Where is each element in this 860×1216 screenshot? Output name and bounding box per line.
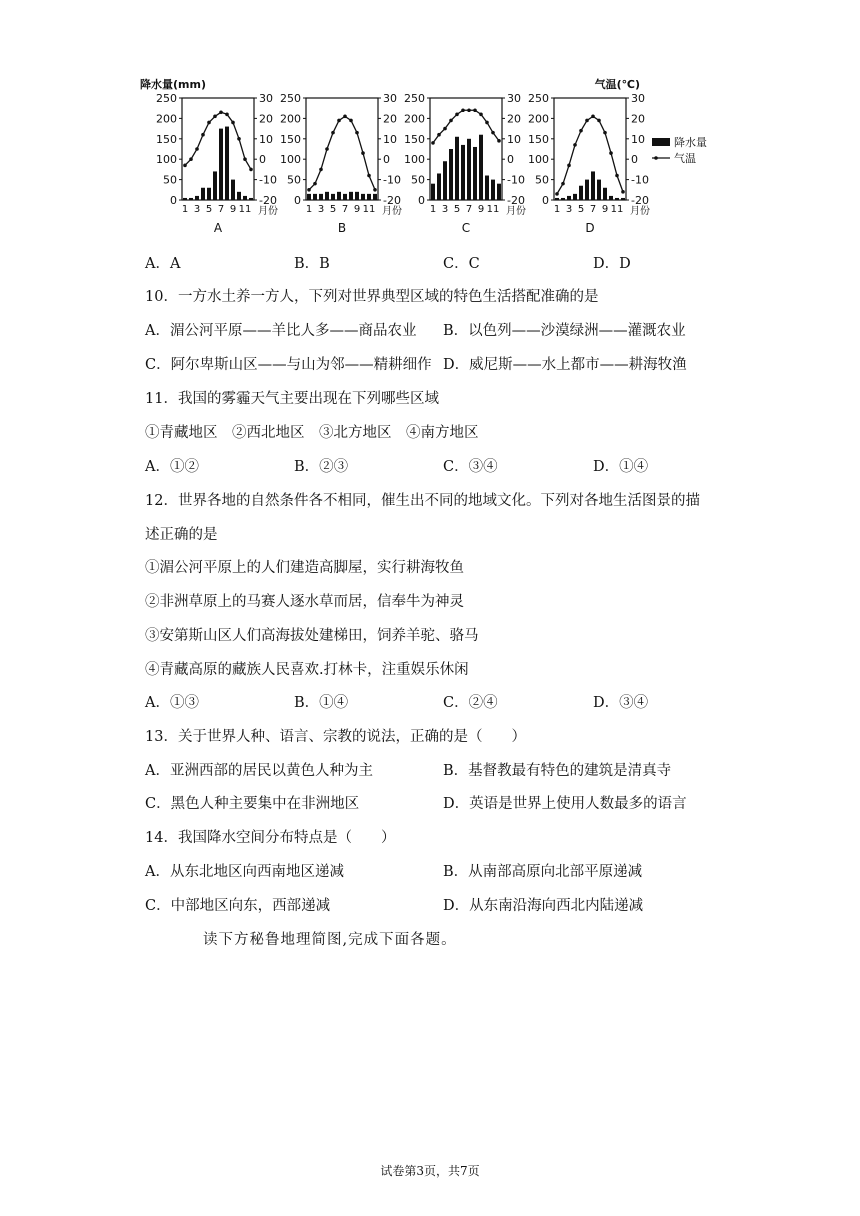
chart-c-month-tick: 5	[453, 204, 461, 215]
chart-c-month-tick: 7	[465, 204, 473, 215]
chart-d-temp-point	[561, 182, 565, 186]
q11-option-c[interactable]: C．③④	[443, 459, 498, 475]
chart-a-temp-point	[243, 157, 247, 161]
chart-a-precip-bar	[243, 196, 247, 200]
chart-a-precip-tick-label: 50	[163, 173, 177, 187]
chart-b-temp-tick-label: 0	[383, 153, 390, 167]
chart-b-temp-tick-label: 30	[383, 92, 397, 105]
chart-a-precip-bar	[219, 129, 223, 200]
chart-c-precip-bar	[431, 184, 435, 200]
chart-c-precip-bar	[449, 149, 453, 200]
chart-c-panel-label: C	[461, 221, 471, 235]
chart-b-precip-bar	[325, 192, 329, 200]
chart-d-precip-tick-label: 250	[528, 92, 549, 105]
chart-c-precip-tick-label: 100	[404, 153, 425, 167]
chart-b-temp-point	[373, 188, 377, 192]
chart-b-precip-tick-label: 250	[280, 92, 301, 105]
chart-d-temp-point	[579, 129, 583, 133]
chart-b-precip-bar	[373, 194, 377, 200]
q9-option-a[interactable]: A．A	[145, 256, 181, 272]
chart-c-temp-tick-label: -20	[507, 194, 525, 207]
q12-option-b[interactable]: B．①④	[294, 695, 349, 711]
chart-a-month-unit: 月份	[258, 206, 278, 217]
chart-c-precip-bar	[491, 180, 495, 200]
chart-a-precip-tick-label: 150	[156, 132, 177, 146]
chart-a-temp-point	[219, 110, 223, 114]
reading-note: 读下方秘鲁地理简图,完成下面各题。	[203, 932, 457, 948]
chart-b-month-tick: 3	[317, 204, 325, 215]
chart-c-temp-tick-label: 0	[507, 153, 514, 167]
chart-d-frame	[554, 98, 626, 200]
chart-a-panel-label: A	[213, 221, 223, 235]
chart-c-month-unit: 月份	[506, 206, 526, 217]
chart-d-precip-bar	[561, 198, 565, 200]
chart-b-panel-label: B	[337, 221, 347, 235]
q12-stem-line1: 12．世界各地的自然条件各不相同，催生出不同的地域文化。下列对各地生活图景的描	[145, 493, 700, 509]
chart-a-precip-bar	[213, 171, 217, 200]
chart-d-temp-point	[615, 174, 619, 178]
chart-c-temp-point	[455, 113, 459, 117]
chart-b-precip-tick-label: 50	[287, 173, 301, 187]
q13-option-c[interactable]: C．黑色人种主要集中在非洲地区	[145, 796, 360, 812]
chart-d-temp-point	[621, 190, 625, 194]
chart-d-temp-line	[557, 116, 623, 194]
q14-option-d[interactable]: D．从东南沿海向西北内陆递减	[443, 898, 644, 914]
chart-a-precip-bar	[207, 188, 211, 200]
q14-option-a[interactable]: A．从东北地区向西南地区递减	[145, 864, 344, 880]
q12-item-3: ③安第斯山区人们高海拔处建梯田，饲养羊驼、骆马	[145, 628, 479, 644]
chart-b-temp-point	[325, 147, 329, 151]
chart-c-precip-bar	[443, 161, 447, 200]
chart-d-precip-bar	[597, 180, 601, 200]
q13-stem: 13．关于世界人种、语言、宗教的说法，正确的是（ ）	[145, 729, 526, 745]
chart-c-temp-point	[431, 141, 435, 145]
chart-c-precip-bar	[497, 184, 501, 200]
chart-d-temp-point	[555, 192, 559, 196]
chart-c-precip-bar	[455, 137, 459, 200]
chart-c-temp-tick-label: 30	[507, 92, 521, 105]
chart-d-precip-tick-label: 0	[542, 194, 549, 207]
q10-option-a[interactable]: A．湄公河平原——羊比人多——商品农业	[145, 323, 417, 339]
chart-c-precip-bar	[485, 176, 489, 200]
legend-precip-label: 降水量	[674, 136, 707, 149]
chart-b-month-tick: 11	[362, 204, 376, 215]
q11-stem: 11．我国的雾霾天气主要出现在下列哪些区域	[145, 391, 439, 407]
chart-d-temp-point	[585, 119, 589, 123]
chart-d-month-tick: 9	[601, 204, 609, 215]
chart-a-precip-bar	[231, 180, 235, 200]
climate-charts	[140, 74, 740, 242]
chart-b-precip-tick-label: 0	[294, 194, 301, 207]
chart-a-month-tick: 9	[229, 204, 237, 215]
chart-b-temp-point	[337, 119, 341, 123]
chart-a-precip-bar	[195, 196, 199, 200]
chart-a-precip-bar	[237, 192, 241, 200]
chart-a-precip-tick-label: 250	[156, 92, 177, 105]
chart-d-temp-point	[573, 143, 577, 147]
chart-b-temp-point	[355, 131, 359, 135]
chart-d-precip-tick-label: 100	[528, 153, 549, 167]
chart-c-temp-tick-label: 20	[507, 112, 521, 126]
chart-c-precip-tick-label: 150	[404, 132, 425, 146]
chart-b-temp-point	[367, 174, 371, 178]
chart-c-precip-tick-label: 250	[404, 92, 425, 105]
chart-d-month-tick: 7	[589, 204, 597, 215]
chart-d-precip-bar	[591, 171, 595, 200]
chart-c-temp-point	[449, 119, 453, 123]
chart-b-temp-point	[331, 131, 335, 135]
chart-d-precip-bar	[573, 194, 577, 200]
chart-d-temp-point	[603, 131, 607, 135]
chart-b-temp-point	[307, 188, 311, 192]
q9-option-d[interactable]: D．D	[593, 256, 631, 272]
q10-option-c[interactable]: C．阿尔卑斯山区——与山为邻——精耕细作	[145, 357, 432, 373]
chart-d-precip-bar	[555, 198, 559, 200]
chart-a-precip-bar	[225, 127, 229, 200]
chart-a-precip-tick-label: 200	[156, 112, 177, 126]
chart-a-temp-tick-label: 20	[259, 112, 273, 126]
chart-b-precip-bar	[361, 194, 365, 200]
chart-b-temp-point	[319, 168, 323, 172]
chart-c-month-tick: 11	[486, 204, 500, 215]
q14-option-b[interactable]: B．从南部高原向北部平原递减	[443, 864, 643, 880]
chart-a-precip-tick-label: 0	[170, 194, 177, 207]
chart-b-month-tick: 9	[353, 204, 361, 215]
chart-c-precip-bar	[437, 173, 441, 200]
chart-a-precip-bar	[249, 198, 253, 200]
chart-a-temp-point	[195, 147, 199, 151]
chart-d-month-tick: 5	[577, 204, 585, 215]
q13-option-b[interactable]: B．基督教最有特色的建筑是清真寺	[443, 763, 672, 779]
chart-b-precip-bar	[331, 194, 335, 200]
chart-c-precip-bar	[479, 135, 483, 200]
chart-c-temp-point	[479, 113, 483, 117]
chart-d-precip-tick-label: 150	[528, 132, 549, 146]
q12-option-c[interactable]: C．②④	[443, 695, 498, 711]
chart-d-temp-tick-label: 0	[631, 153, 638, 167]
chart-d-precip-bar	[609, 196, 613, 200]
chart-c-precip-bar	[473, 147, 477, 200]
chart-a-temp-point	[213, 115, 217, 119]
chart-a-month-tick: 11	[238, 204, 252, 215]
chart-c-precip-tick-label: 200	[404, 112, 425, 126]
chart-d-month-unit: 月份	[630, 206, 650, 217]
chart-b-month-tick: 7	[341, 204, 349, 215]
page-footer: 试卷第3页，共7页	[380, 1164, 480, 1178]
chart-a-month-tick: 7	[217, 204, 225, 215]
chart-a-temp-tick-label: -10	[259, 173, 277, 187]
chart-d-precip-bar	[567, 196, 571, 200]
chart-b-precip-bar	[367, 194, 371, 200]
chart-b-frame	[306, 98, 378, 200]
chart-a-temp-point	[183, 164, 187, 168]
q11-option-d[interactable]: D．①④	[593, 459, 649, 475]
chart-d-temp-tick-label: -10	[631, 173, 649, 187]
chart-b-temp-tick-label: -10	[383, 173, 401, 187]
chart-b-temp-point	[361, 151, 365, 155]
chart-a-temp-point	[207, 121, 211, 125]
chart-c-precip-bar	[461, 145, 465, 200]
chart-a-temp-point	[237, 137, 241, 141]
q12-option-d[interactable]: D．③④	[593, 695, 649, 711]
chart-b-temp-tick-label: 10	[383, 132, 397, 146]
q10-option-d[interactable]: D．威尼斯——水上都市——耕海牧渔	[443, 357, 687, 373]
chart-d-precip-bar	[579, 186, 583, 200]
chart-a-temp-tick-label: 0	[259, 153, 266, 167]
q10-stem: 10．一方水土养一方人，下列对世界典型区域的特色生活搭配准确的是	[145, 289, 599, 305]
chart-b-temp-tick-label: 20	[383, 112, 397, 126]
chart-d-temp-point	[567, 164, 571, 168]
chart-a-precip-tick-label: 100	[156, 153, 177, 167]
chart-a-temp-point	[225, 113, 229, 117]
chart-a-temp-tick-label: 10	[259, 132, 273, 146]
chart-c-temp-point	[485, 121, 489, 125]
chart-d-precip-bar	[585, 180, 589, 200]
chart-b-precip-bar	[307, 194, 311, 200]
chart-b-precip-bar	[355, 192, 359, 200]
chart-a-temp-point	[189, 157, 193, 161]
chart-c-temp-line	[433, 110, 499, 143]
q11-items: ①青藏地区 ②西北地区 ③北方地区 ④南方地区	[145, 425, 479, 441]
chart-a-month-tick: 3	[193, 204, 201, 215]
q13-option-a[interactable]: A．亚洲西部的居民以黄色人种为主	[145, 763, 373, 779]
chart-c-temp-point	[473, 108, 477, 112]
chart-c-temp-point	[437, 133, 441, 137]
chart-d-temp-point	[597, 119, 601, 123]
q12-item-1: ①湄公河平原上的人们建造高脚屋，实行耕海牧鱼	[145, 560, 464, 576]
chart-b-temp-tick-label: -20	[383, 194, 401, 207]
chart-a-precip-bar	[183, 198, 187, 200]
q14-option-c[interactable]: C．中部地区向东，西部递减	[145, 898, 331, 914]
chart-d-temp-tick-label: 20	[631, 112, 645, 126]
chart-c-temp-point	[491, 131, 495, 135]
chart-d-precip-bar	[615, 198, 619, 200]
chart-d-month-tick: 11	[610, 204, 624, 215]
chart-b-month-tick: 1	[305, 204, 313, 215]
chart-b-temp-point	[349, 119, 353, 123]
climate-charts-svg	[140, 74, 740, 242]
chart-d-temp-tick-label: 10	[631, 132, 645, 146]
chart-c-precip-tick-label: 50	[411, 173, 425, 187]
chart-c-temp-tick-label: 10	[507, 132, 521, 146]
chart-d-temp-point	[609, 151, 613, 155]
chart-b-precip-bar	[349, 192, 353, 200]
chart-d-precip-tick-label: 50	[535, 173, 549, 187]
chart-a-temp-point	[249, 168, 253, 172]
chart-d-month-tick: 3	[565, 204, 573, 215]
chart-a-temp-line	[185, 112, 251, 169]
chart-a-precip-bar	[201, 188, 205, 200]
q12-item-2: ②非洲草原上的马赛人逐水草而居，信奉牛为神灵	[145, 594, 464, 610]
chart-b-precip-tick-label: 200	[280, 112, 301, 126]
chart-c-temp-tick-label: -10	[507, 173, 525, 187]
q12-option-a[interactable]: A．①③	[145, 695, 199, 711]
q11-option-b[interactable]: B．②③	[294, 459, 349, 475]
chart-b-precip-tick-label: 100	[280, 153, 301, 167]
chart-b-precip-bar	[313, 194, 317, 200]
chart-c-month-tick: 1	[429, 204, 437, 215]
q12-stem-line2: 述正确的是	[145, 527, 218, 543]
legend-temp-dot	[654, 156, 658, 160]
chart-d-panel-label: D	[585, 221, 595, 235]
chart-d-precip-bar	[603, 188, 607, 200]
chart-a-month-tick: 5	[205, 204, 213, 215]
chart-a-precip-bar	[189, 198, 193, 200]
q10-option-b[interactable]: B．以色列——沙漠绿洲——灌溉农业	[443, 323, 686, 339]
chart-c-temp-point	[467, 108, 471, 112]
chart-c-month-tick: 9	[477, 204, 485, 215]
chart-c-precip-bar	[467, 139, 471, 200]
chart-a-temp-tick-label: 30	[259, 92, 273, 105]
chart-d-month-tick: 1	[553, 204, 561, 215]
chart-b-temp-point	[343, 115, 347, 119]
chart-b-temp-line	[309, 116, 375, 189]
chart-c-temp-point	[443, 127, 447, 131]
chart-d-temp-tick-label: -20	[631, 194, 649, 207]
chart-a-temp-point	[201, 133, 205, 137]
chart-d-temp-tick-label: 30	[631, 92, 645, 105]
chart-d-precip-bar	[621, 198, 625, 200]
q11-option-a[interactable]: A．①②	[145, 459, 199, 475]
temp-axis-title: 气温(℃)	[594, 78, 640, 91]
q13-option-d[interactable]: D．英语是世界上使用人数最多的语言	[443, 796, 687, 812]
chart-c-precip-tick-label: 0	[418, 194, 425, 207]
legend-precip-swatch	[652, 138, 670, 146]
chart-b-month-unit: 月份	[382, 206, 402, 217]
q14-stem: 14．我国降水空间分布特点是（ ）	[145, 830, 396, 846]
chart-b-precip-bar	[337, 192, 341, 200]
q9-option-b[interactable]: B．B	[294, 256, 330, 272]
q12-item-4: ④青藏高原的藏族人民喜欢.打林卡，注重娱乐休闲	[145, 662, 469, 678]
chart-b-precip-bar	[319, 194, 323, 200]
precip-axis-title: 降水量(mm)	[140, 78, 206, 91]
chart-a-frame	[182, 98, 254, 200]
chart-a-month-tick: 1	[181, 204, 189, 215]
chart-d-precip-tick-label: 200	[528, 112, 549, 126]
legend-temp-label: 气温	[674, 152, 696, 165]
chart-c-temp-point	[497, 139, 501, 143]
q9-option-c[interactable]: C．C	[443, 256, 480, 272]
chart-b-temp-point	[313, 182, 317, 186]
chart-b-precip-tick-label: 150	[280, 132, 301, 146]
chart-c-month-tick: 3	[441, 204, 449, 215]
chart-c-temp-point	[461, 108, 465, 112]
chart-d-temp-point	[591, 115, 595, 119]
chart-a-temp-tick-label: -20	[259, 194, 277, 207]
chart-a-temp-point	[231, 121, 235, 125]
chart-b-month-tick: 5	[329, 204, 337, 215]
chart-b-precip-bar	[343, 194, 347, 200]
